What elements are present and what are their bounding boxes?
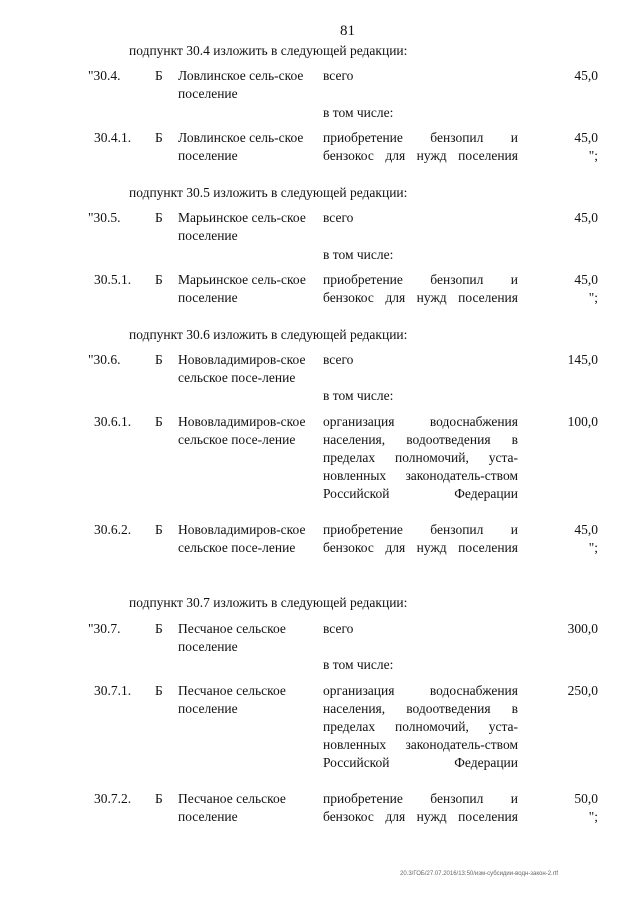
- item-recipient: Нововладимиров-ское сельское посе-ление: [178, 352, 306, 385]
- item-category: Б: [155, 272, 163, 287]
- item-category: Б: [155, 68, 163, 83]
- item-category: Б: [155, 414, 163, 429]
- in-total-label: в том числе:: [323, 388, 394, 403]
- item-number: 30.6.1.: [94, 414, 132, 429]
- item-purpose: всего: [323, 621, 354, 636]
- page-number: 81: [340, 23, 355, 39]
- section-heading: подпункт 30.4 изложить в следующей редакции:: [129, 43, 408, 58]
- item-number: "30.7.: [88, 621, 121, 636]
- item-recipient: Нововладимиров-ское сельское посе-ление: [178, 414, 306, 447]
- item-number: 30.7.1.: [94, 683, 132, 698]
- item-purpose: организация водоснабжения населения, водоотведения в пределах полномочий, уста-новленных законодатель-ством Российской Федерации: [323, 683, 518, 770]
- item-amount: 300,0: [567, 621, 598, 636]
- item-amount: 145,0: [567, 352, 598, 367]
- document-footer: 20.3/ГОБ/27.07.2016/13:50/изм-субсидии-водн-закон-2.rtf: [400, 871, 559, 877]
- item-number: "30.4.: [88, 68, 121, 83]
- item-amount: 45,0: [574, 68, 598, 83]
- item-category: Б: [155, 791, 163, 806]
- item-number: "30.6.: [88, 352, 121, 367]
- item-purpose: приобретение бензопил и бензокос для нужд поселения: [323, 130, 518, 163]
- item-recipient: Песчаное сельское поселение: [178, 621, 286, 654]
- item-recipient: Нововладимиров-ское сельское посе-ление: [178, 522, 306, 555]
- item-number: 30.5.1.: [94, 272, 132, 287]
- item-number: 30.7.2.: [94, 791, 132, 806]
- item-category: Б: [155, 130, 163, 145]
- item-amount: 100,0: [567, 414, 598, 429]
- item-purpose: всего: [323, 68, 354, 83]
- item-category: Б: [155, 683, 163, 698]
- item-number: "30.5.: [88, 210, 121, 225]
- item-recipient: Марьинское сель-ское поселение: [178, 272, 306, 305]
- item-purpose: приобретение бензопил и бензокос для нужд поселения: [323, 522, 518, 555]
- item-amount: 50,0 ";: [574, 791, 598, 824]
- section-heading: подпункт 30.7 изложить в следующей редакции:: [129, 595, 408, 610]
- item-purpose: всего: [323, 352, 354, 367]
- item-recipient: Песчаное сельское поселение: [178, 683, 286, 716]
- in-total-label: в том числе:: [323, 657, 394, 672]
- item-recipient: Марьинское сель-ское поселение: [178, 210, 306, 243]
- item-number: 30.6.2.: [94, 522, 132, 537]
- item-category: Б: [155, 210, 163, 225]
- item-recipient: Ловлинское сель-ское поселение: [178, 68, 304, 101]
- in-total-label: в том числе:: [323, 247, 394, 262]
- item-category: Б: [155, 352, 163, 367]
- item-number: 30.4.1.: [94, 130, 132, 145]
- item-recipient: Песчаное сельское поселение: [178, 791, 286, 824]
- item-purpose: приобретение бензопил и бензокос для нужд поселения: [323, 272, 518, 305]
- item-purpose: приобретение бензопил и бензокос для нужд поселения: [323, 791, 518, 824]
- item-recipient: Ловлинское сель-ское поселение: [178, 130, 304, 163]
- item-amount: 45,0 ";: [574, 272, 598, 305]
- item-amount: 45,0: [574, 210, 598, 225]
- item-category: Б: [155, 621, 163, 636]
- item-amount: 250,0: [567, 683, 598, 698]
- section-heading: подпункт 30.5 изложить в следующей редакции:: [129, 185, 408, 200]
- in-total-label: в том числе:: [323, 105, 394, 120]
- section-heading: подпункт 30.6 изложить в следующей редакции:: [129, 327, 408, 342]
- item-amount: 45,0 ";: [574, 130, 598, 163]
- item-category: Б: [155, 522, 163, 537]
- item-purpose: организация водоснабжения населения, водоотведения в пределах полномочий, уста-новленных законодатель-ством Российской Федерации: [323, 414, 518, 501]
- item-amount: 45,0 ";: [574, 522, 598, 555]
- item-purpose: всего: [323, 210, 354, 225]
